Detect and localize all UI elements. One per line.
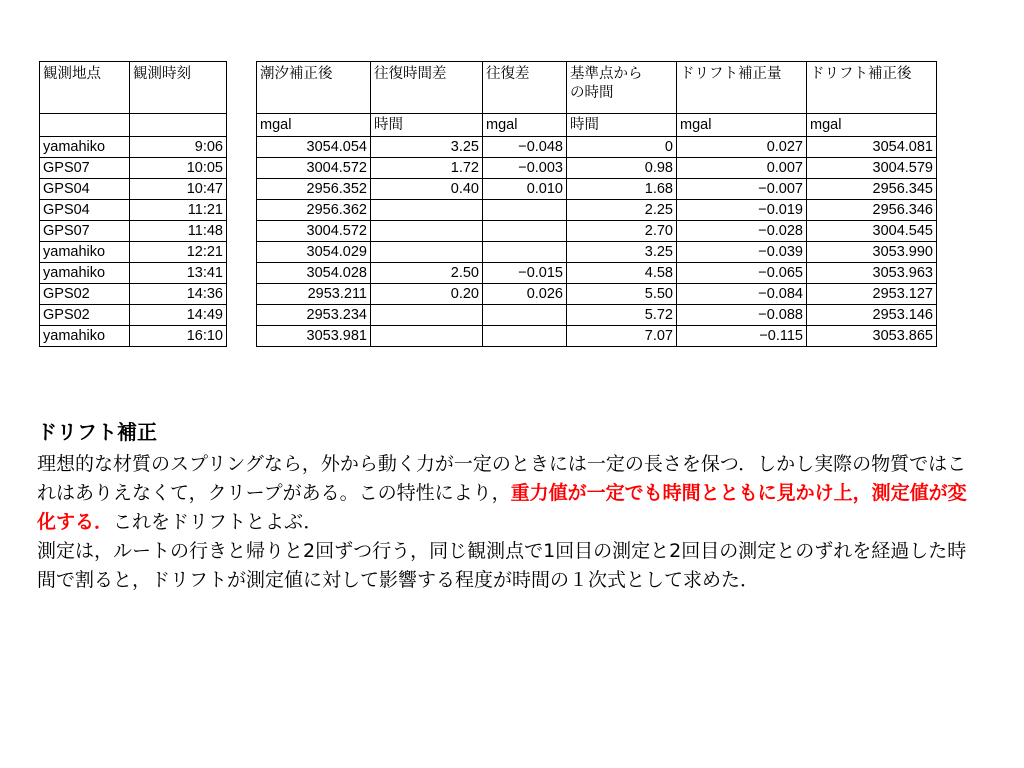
- observation-cell: 13:41: [130, 263, 227, 284]
- observation-cell: yamahiko: [40, 137, 130, 158]
- observation-cell: GPS04: [40, 179, 130, 200]
- drift-header-cell: ドリフト補正量: [677, 62, 807, 114]
- table-row: [40, 158, 227, 179]
- drift-unit-cell: mgal: [807, 114, 937, 137]
- drift-unit-cell: 時間: [567, 114, 677, 137]
- observation-cell: 14:36: [130, 284, 227, 305]
- drift-cell: 3004.572: [257, 221, 371, 242]
- drift-header-cell: 往復差: [483, 62, 567, 114]
- drift-cell: [371, 326, 483, 347]
- paragraph-1-highlight: 重力値が一定でも時間とともに見かけ上，測定値が変化する．: [37, 482, 967, 533]
- table-row: [40, 263, 227, 284]
- observation-cell: GPS04: [40, 200, 130, 221]
- drift-header-cell: ドリフト補正後: [807, 62, 937, 114]
- observation-cell: GPS02: [40, 305, 130, 326]
- drift-cell: 2.25: [567, 200, 677, 221]
- drift-cell: 3.25: [567, 242, 677, 263]
- table-row: [257, 221, 937, 242]
- drift-unit-cell: mgal: [677, 114, 807, 137]
- drift-cell: 2956.346: [807, 200, 937, 221]
- drift-cell: 2.70: [567, 221, 677, 242]
- drift-cell: 2956.345: [807, 179, 937, 200]
- drift-header-cell: 往復時間差: [371, 62, 483, 114]
- table-row: [257, 158, 937, 179]
- table-row: [257, 284, 937, 305]
- section-title: ドリフト補正: [37, 420, 157, 444]
- table-row: [40, 200, 227, 221]
- drift-cell: 0.98: [567, 158, 677, 179]
- drift-cell: 2953.234: [257, 305, 371, 326]
- table-row: [257, 326, 937, 347]
- table-row: [40, 305, 227, 326]
- table-row: [257, 263, 937, 284]
- observation-header-row: [40, 62, 227, 114]
- drift-cell: 2953.146: [807, 305, 937, 326]
- drift-cell: 3054.029: [257, 242, 371, 263]
- table-row: [40, 179, 227, 200]
- drift-cell: 2956.362: [257, 200, 371, 221]
- observation-unit-cell: [40, 114, 130, 137]
- drift-cell: 3004.579: [807, 158, 937, 179]
- drift-cell: 3053.865: [807, 326, 937, 347]
- observation-unit-cell: [130, 114, 227, 137]
- drift-cell: 3004.572: [257, 158, 371, 179]
- observation-table: [39, 61, 227, 347]
- drift-cell: [483, 326, 567, 347]
- drift-cell: 3.25: [371, 137, 483, 158]
- observation-cell: yamahiko: [40, 242, 130, 263]
- observation-cell: 12:21: [130, 242, 227, 263]
- drift-cell: −0.028: [677, 221, 807, 242]
- table-row: [40, 284, 227, 305]
- drift-cell: 2953.127: [807, 284, 937, 305]
- observation-cell: 16:10: [130, 326, 227, 347]
- observation-cell: 10:05: [130, 158, 227, 179]
- drift-cell: [483, 221, 567, 242]
- drift-unit-cell: mgal: [257, 114, 371, 137]
- drift-cell: [371, 305, 483, 326]
- observation-cell: GPS02: [40, 284, 130, 305]
- observation-header-cell: 観測地点: [40, 62, 130, 114]
- drift-cell: 3053.990: [807, 242, 937, 263]
- observation-cell: 11:21: [130, 200, 227, 221]
- drift-cell: −0.003: [483, 158, 567, 179]
- drift-cell: 3054.028: [257, 263, 371, 284]
- drift-correction-table-body: [257, 62, 937, 347]
- drift-cell: 4.58: [567, 263, 677, 284]
- observation-cell: 11:48: [130, 221, 227, 242]
- table-row: [257, 305, 937, 326]
- drift-cell: [371, 221, 483, 242]
- drift-cell: 5.72: [567, 305, 677, 326]
- drift-cell: −0.084: [677, 284, 807, 305]
- drift-cell: 0.40: [371, 179, 483, 200]
- paragraph-2-text: 測定は，ルートの行きと帰りと2回ずつ行う，同じ観測点で1回目の測定と2回目の測定とのずれを経過した時間で割ると，ドリフトが測定値に対して影響する程度が時間の１次式として求めた．: [37, 540, 967, 591]
- drift-cell: 3053.981: [257, 326, 371, 347]
- paragraph-1-tail: これをドリフトとよぶ．: [113, 511, 323, 533]
- observation-cell: 14:49: [130, 305, 227, 326]
- observation-cell: 9:06: [130, 137, 227, 158]
- drift-cell: −0.048: [483, 137, 567, 158]
- observation-cell: 10:47: [130, 179, 227, 200]
- observation-cell: yamahiko: [40, 263, 130, 284]
- drift-cell: 0: [567, 137, 677, 158]
- table-row: [257, 200, 937, 221]
- drift-header-cell: 潮汐補正後: [257, 62, 371, 114]
- drift-cell: 2956.352: [257, 179, 371, 200]
- drift-correction-table: [256, 61, 937, 347]
- drift-cell: [371, 200, 483, 221]
- drift-cell: 0.027: [677, 137, 807, 158]
- drift-cell: −0.088: [677, 305, 807, 326]
- drift-cell: 0.010: [483, 179, 567, 200]
- table-row: [40, 242, 227, 263]
- drift-cell: −0.065: [677, 263, 807, 284]
- drift-cell: 7.07: [567, 326, 677, 347]
- drift-cell: 3004.545: [807, 221, 937, 242]
- drift-cell: 0.20: [371, 284, 483, 305]
- drift-unit-row: [257, 114, 937, 137]
- drift-cell: −0.007: [677, 179, 807, 200]
- drift-cell: [371, 242, 483, 263]
- drift-cell: 2.50: [371, 263, 483, 284]
- observation-cell: yamahiko: [40, 326, 130, 347]
- drift-unit-cell: 時間: [371, 114, 483, 137]
- observation-unit-row: [40, 114, 227, 137]
- table-row: [257, 242, 937, 263]
- drift-unit-cell: mgal: [483, 114, 567, 137]
- drift-cell: 1.68: [567, 179, 677, 200]
- table-row: [40, 326, 227, 347]
- table-row: [257, 179, 937, 200]
- drift-cell: 3053.963: [807, 263, 937, 284]
- explanation-text: [37, 450, 967, 595]
- drift-cell: [483, 242, 567, 263]
- table-row: [40, 137, 227, 158]
- drift-cell: 1.72: [371, 158, 483, 179]
- drift-cell: [483, 200, 567, 221]
- observation-cell: GPS07: [40, 158, 130, 179]
- drift-header-row: [257, 62, 937, 114]
- drift-cell: 3054.081: [807, 137, 937, 158]
- paragraph-1-text: 理想的な材質のスプリングなら，外から動く力が一定のときには一定の長さを保つ．しかし実際の物質ではこれはありえなくて，クリープがある。この特性により，: [37, 453, 967, 504]
- drift-cell: [483, 305, 567, 326]
- table-row: [257, 137, 937, 158]
- drift-cell: 2953.211: [257, 284, 371, 305]
- drift-cell: −0.019: [677, 200, 807, 221]
- drift-cell: −0.015: [483, 263, 567, 284]
- drift-cell: 0.007: [677, 158, 807, 179]
- drift-header-cell: 基準点から の時間: [567, 62, 677, 114]
- drift-cell: 0.026: [483, 284, 567, 305]
- observation-header-cell: 観測時刻: [130, 62, 227, 114]
- observation-cell: GPS07: [40, 221, 130, 242]
- drift-cell: 3054.054: [257, 137, 371, 158]
- table-row: [40, 221, 227, 242]
- observation-table-body: [40, 62, 227, 347]
- drift-cell: −0.039: [677, 242, 807, 263]
- drift-cell: −0.115: [677, 326, 807, 347]
- drift-cell: 5.50: [567, 284, 677, 305]
